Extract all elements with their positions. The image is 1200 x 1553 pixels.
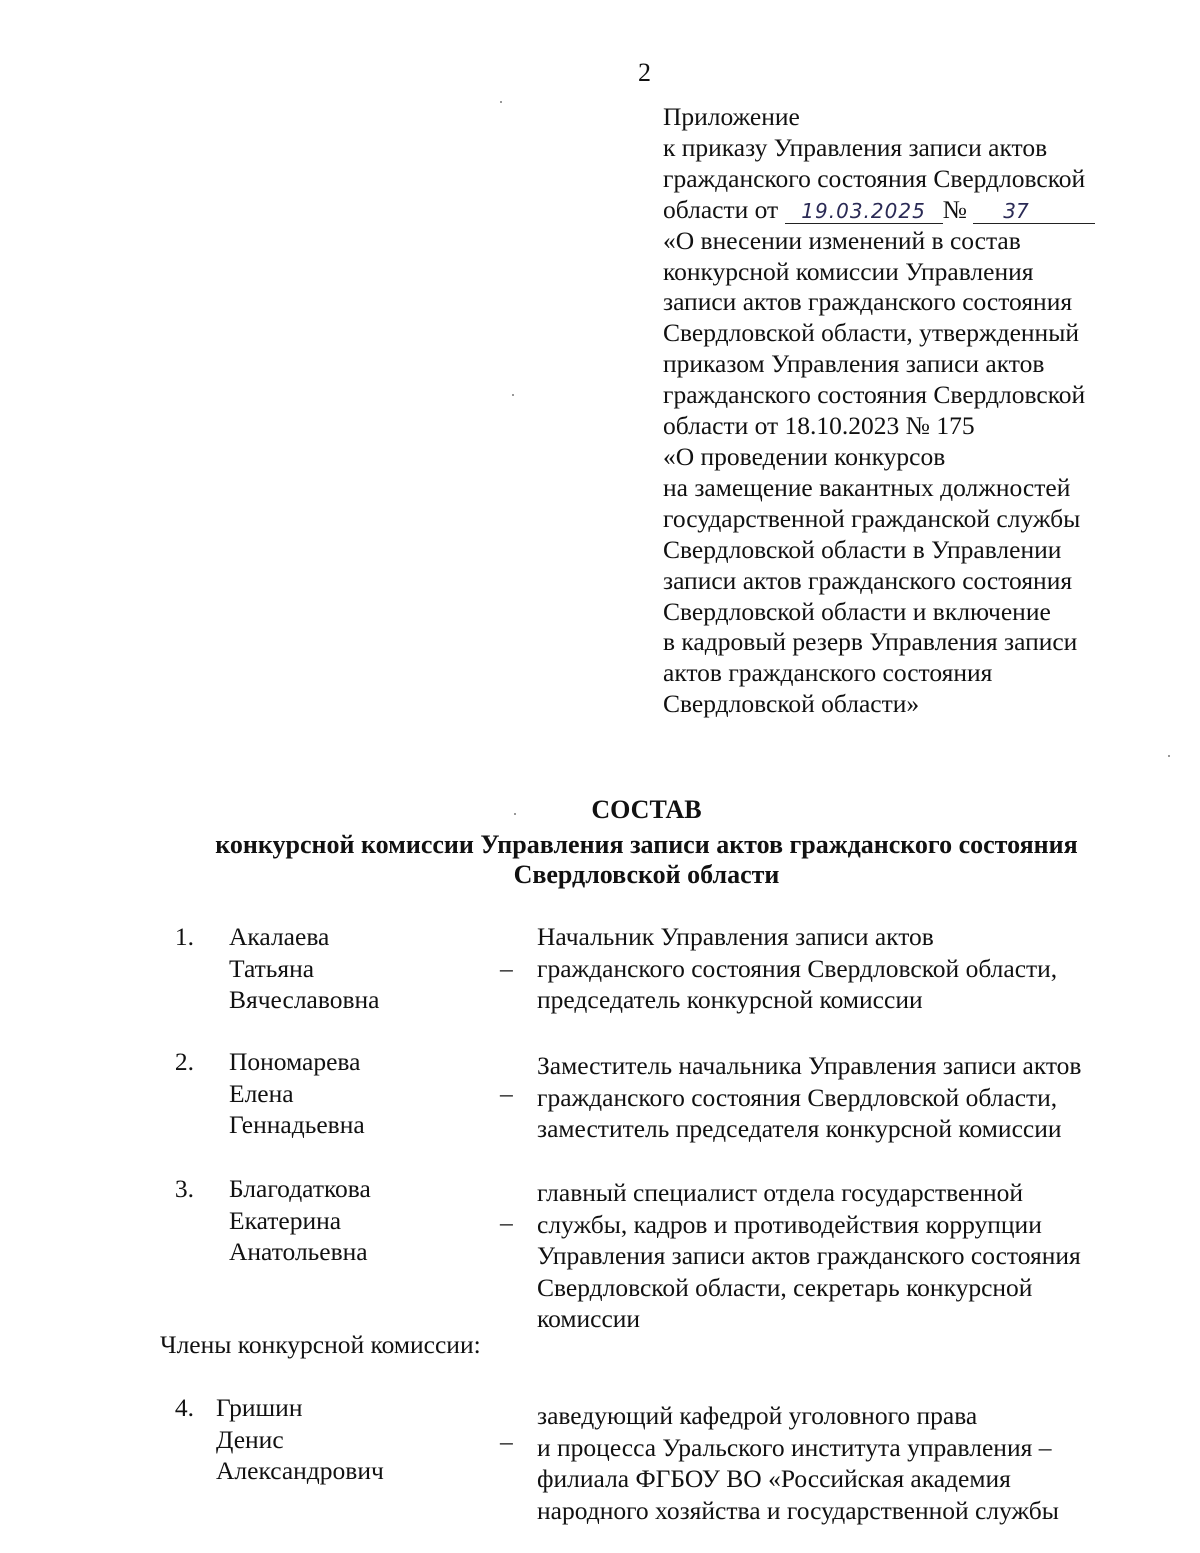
appendix-order-line [663,195,1183,226]
patronymic: Вячеславовна [229,985,380,1014]
member-position [537,1050,1081,1145]
position-line: Свердловской области, секретарь конкурсной [537,1272,1033,1302]
position-line: заведующий кафедрой уголовного права [537,1401,978,1430]
entry-number: 2. [174,1047,194,1076]
member-position [537,1400,1059,1526]
first-name: Татьяна [229,953,315,983]
position-line: и процесса Уральского института управления – [537,1432,1052,1462]
member-name [229,1173,371,1268]
appendix-block [663,102,1183,720]
appendix-line: государственной гражданской службы [663,503,1081,533]
position-line: Управления записи актов гражданского состояния [537,1241,1081,1270]
appendix-line: «О проведении конкурсов [663,441,946,471]
first-name: Екатерина [229,1205,342,1235]
position-line: службы, кадров и противодействия коррупции [537,1209,1042,1239]
appendix-line: гражданского состояния Свердловской [663,163,1086,193]
member-position [537,921,1057,1016]
dash: – [500,1208,513,1237]
scan-speck [514,813,516,815]
appendix-line: области от 18.10.2023 № 175 [663,411,975,441]
appendix-line: записи актов гражданского состояния [663,565,1073,595]
appendix-line: конкурсной комиссии Управления [663,256,1034,286]
appendix-line: в кадровый резерв Управления записи [663,627,1078,657]
entry-number: 4. [174,1393,194,1422]
position-line: филиала ФГБОУ ВО «Российская академия [537,1464,1011,1493]
position-line: председатель конкурсной комиссии [537,985,923,1014]
position-line: гражданского состояния Свердловской области, [537,953,1058,983]
document-title: СОСТАВ [591,795,702,824]
handwritten-date: 19.03.2025 [785,199,943,224]
appendix-line: к приказу Управления записи актов [663,132,1048,162]
appendix-line: Свердловской области» [663,689,920,719]
surname: Акалаева [229,922,330,951]
member-position [537,1177,1081,1335]
appendix-line: приказом Управления записи актов [663,349,1045,379]
surname: Пономарева [229,1047,361,1076]
document-subtitle: конкурсной комиссии Управления записи актов гражданского состояния [215,830,1078,859]
dash: – [500,1079,513,1108]
patronymic: Геннадьевна [229,1110,365,1139]
surname: Благодаткова [229,1174,371,1203]
patronymic: Анатольевна [229,1237,368,1266]
first-name: Елена [229,1078,294,1108]
document-subtitle-2: Свердловской области [513,860,780,889]
number-label: № [942,194,967,224]
appendix-line: Свердловской области в Управлении [663,534,1062,564]
appendix-line: актов гражданского состояния [663,658,993,688]
appendix-line: Свердловской области и включение [663,596,1051,626]
members-heading: Члены конкурсной комиссии: [160,1330,481,1359]
scan-speck [500,101,502,103]
position-line: комиссии [537,1304,641,1333]
dash: – [500,1427,513,1456]
appendix-title: Приложение [663,102,800,131]
appendix-line: Свердловской области, утвержденный [663,318,1079,348]
member-name [229,1046,365,1141]
position-line: главный специалист отдела государственной [537,1178,1024,1207]
first-name: Денис [216,1424,284,1454]
entry-number: 3. [174,1174,194,1203]
member-name [229,921,380,1016]
position-line: Начальник Управления записи актов [537,922,934,951]
position-line: Заместитель начальника Управления записи актов [537,1051,1082,1080]
position-line: народного хозяйства и государственной службы [537,1495,1059,1525]
position-line: гражданского состояния Свердловской области, [537,1082,1058,1112]
patronymic: Александрович [216,1456,384,1485]
member-name [216,1392,384,1487]
handwritten-number: 37 [973,199,1095,224]
surname: Гришин [216,1393,303,1422]
appendix-line: «О внесении изменений в состав [663,225,1021,255]
dash: – [500,954,513,983]
appendix-line: записи актов гражданского состояния [663,287,1073,317]
appendix-line: на замещение вакантных должностей [663,472,1071,502]
appendix-date-prefix: области от [663,194,779,224]
position-line: заместитель председателя конкурсной комиссии [537,1114,1062,1143]
page-number: 2 [638,58,651,87]
entry-number: 1. [174,922,194,951]
appendix-line: гражданского состояния Свердловской [663,380,1086,410]
scan-speck [1168,755,1170,757]
scan-speck [512,394,514,396]
